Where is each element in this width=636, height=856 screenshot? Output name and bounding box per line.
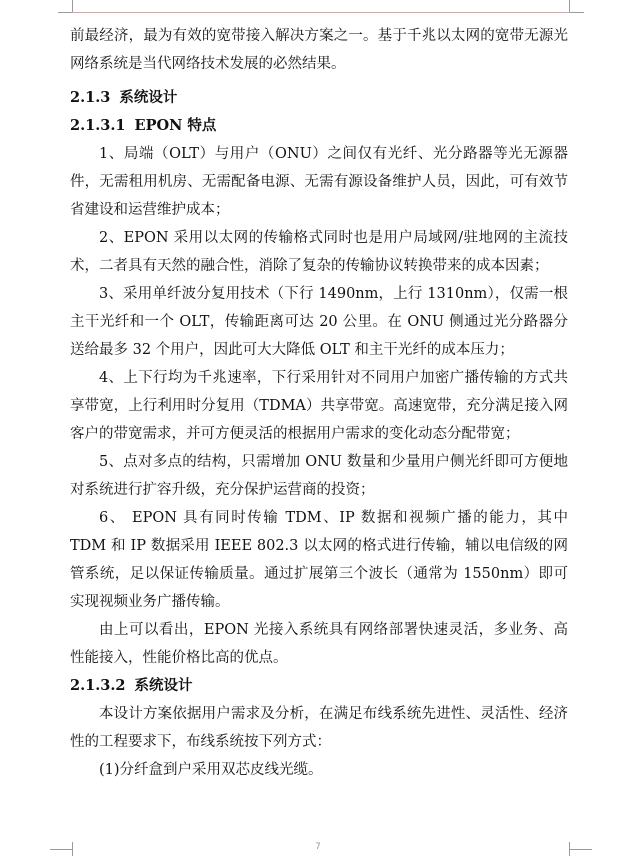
section-title: 系统设计 <box>119 89 178 106</box>
feature-paragraph-1: 1、局端（OLT）与用户（ONU）之间仅有光纤、光分路器等光无源器件，无需租用机房、无需配备电源、无需有源设备维护人员，因此，可有效节省建设和运营维护成本； <box>70 146 568 218</box>
page-number: 7 <box>315 842 321 852</box>
section-number: 2.1.3 <box>70 89 111 106</box>
section-number: 2.1.3.1 <box>70 117 126 134</box>
crop-mark-top-right-h <box>570 12 584 13</box>
section-number: 2.1.3.2 <box>70 677 126 694</box>
design-list-item-1: (1)分纤盒到户采用双芯皮线光缆。 <box>99 762 323 778</box>
header-rule <box>72 12 570 13</box>
feature-paragraph-4: 4、上下行均为千兆速率，下行采用针对不同用户加密广播传输的方式共享带宽，上行利用时分复用（TDMA）共享带宽。高速宽带，充分满足接入网客户的带宽需求，并可方便灵活的根据用户需求的变化动态分配带宽； <box>70 370 568 442</box>
crop-mark-top-left-v <box>72 0 73 12</box>
document-body <box>70 22 568 784</box>
feature-paragraph-5: 5、点对多点的结构，只需增加 ONU 数量和少量用户侧光纤即可方便地对系统进行扩容升级，充分保护运营商的投资； <box>70 454 568 498</box>
design-paragraph: 本设计方案依据用户需求及分析，在满足布线系统先进性、灵活性、经济性的工程要求下，布线系统按下列方式： <box>70 706 568 750</box>
section-title: EPON 特点 <box>134 117 217 134</box>
summary-paragraph: 由上可以看出，EPON 光接入系统具有网络部署快速灵活，多业务、高性能接入，性能价格比高的优点。 <box>70 622 568 666</box>
feature-paragraph-2: 2、EPON 采用以太网的传输格式同时也是用户局域网/驻地网的主流技术，二者具有天然的融合性，消除了复杂的传输协议转换带来的成本因素； <box>70 230 568 274</box>
section-heading-2-1-3 <box>70 84 568 112</box>
section-title: 系统设计 <box>134 677 193 694</box>
crop-mark-top-left-h <box>58 12 72 13</box>
section-heading-2-1-3-2 <box>70 672 568 700</box>
section-heading-2-1-3-1 <box>70 112 568 140</box>
crop-mark-top-right-v <box>569 0 570 12</box>
intro-paragraph: 前最经济，最为有效的宽带接入解决方案之一。基于千兆以太网的宽带无源光网络系统是当代网络技术发展的必然结果。 <box>70 28 568 72</box>
feature-paragraph-3: 3、采用单纤波分复用技术（下行 1490nm，上行 1310nm），仅需一根主干光纤和一个 OLT，传输距离可达 20 公里。在 ONU 侧通过光分路器分送给最多 32 个用户，因此可大大降低 OLT 和主干光纤的成本压力； <box>70 286 568 358</box>
feature-paragraph-6: 6、 EPON 具有同时传输 TDM、IP 数据和视频广播的能力，其中 TDM 和 IP 数据采用 IEEE 802.3 以太网的格式进行传输，辅以电信级的网管系统，足以保证传输质量。通过扩展第三个波长（通常为 1550nm）即可实现视频业务广播传输。 <box>70 510 568 610</box>
